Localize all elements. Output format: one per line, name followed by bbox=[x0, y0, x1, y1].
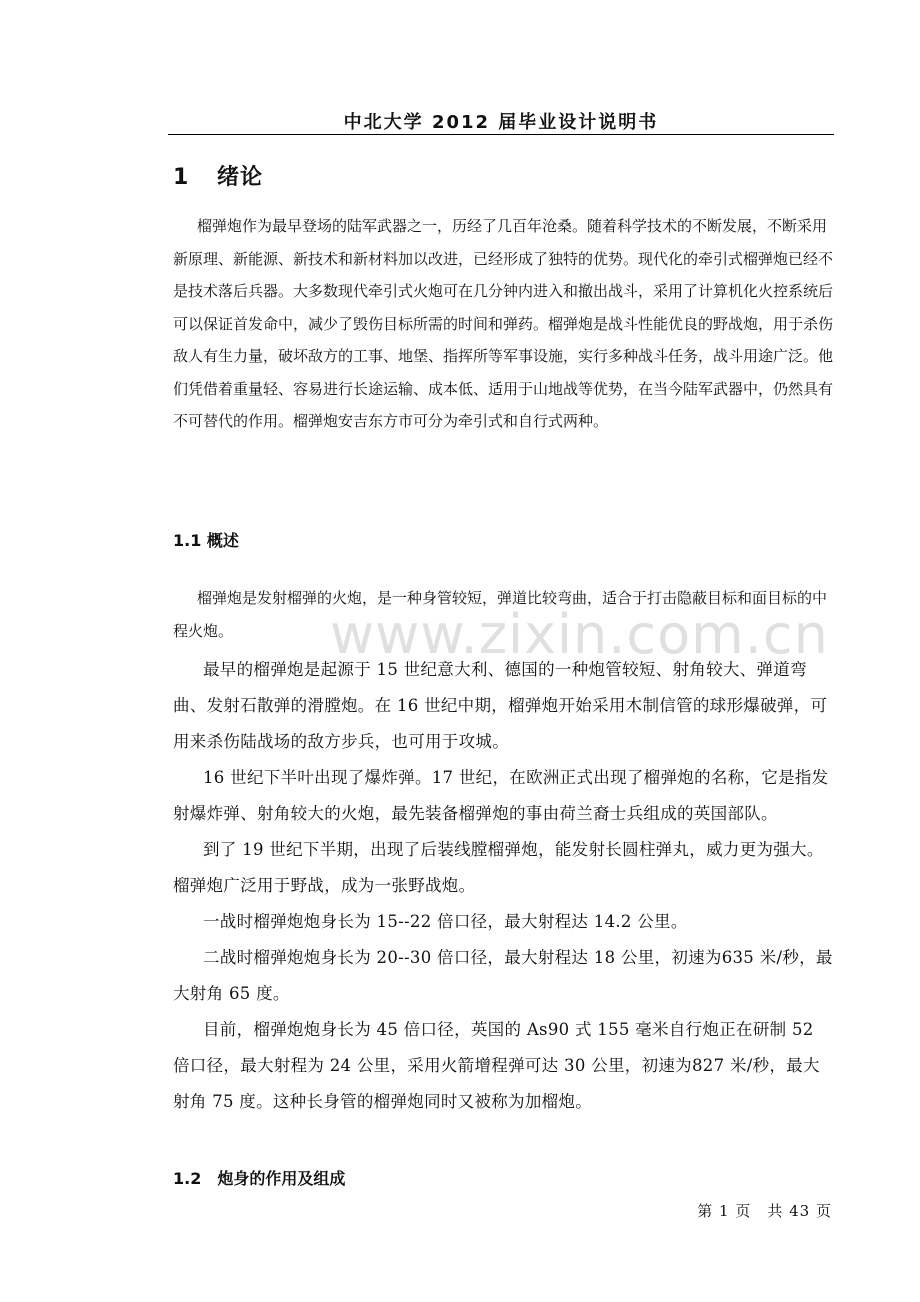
paragraph: 二战时榴弹炮炮身长为 20--30 倍口径，最大射程达 18 公里，初速为635 米/秒，最大射角 65 度。 bbox=[173, 948, 833, 1003]
paragraph: 一战时榴弹炮炮身长为 15--22 倍口径，最大射程达 14.2 公里。 bbox=[203, 912, 688, 931]
section-1-1-body bbox=[173, 652, 835, 1120]
header-rule bbox=[168, 134, 834, 135]
page-header: 中北大学 2012 届毕业设计说明书 bbox=[343, 112, 659, 133]
page-footer: 第 1 页 共 43 页 bbox=[697, 1202, 832, 1220]
intro-paragraph: 榴弹炮作为最早登场的陆军武器之一，历经了几百年沧桑。随着科学技术的不断发展，不断采用新原理、新能源、新技术和新材料加以改进，已经形成了独特的优势。现代化的牵引式榴弹炮已经不是技术落后兵器。大多数现代牵引式火炮可在几分钟内进入和撤出战斗，采用了计算机化火控系统后可以保证首发命中，减少了毁伤目标所需的时间和弹药。榴弹炮是战斗性能优良的野战炮，用于杀伤敌人有生力量，破坏敌方的工事、地堡、指挥所等军事设施，实行多种战斗任务，战斗用途广泛。他们凭借着重量轻、容易进行长途运输、成本低、适用于山地战等优势，在当今陆军武器中，仍然具有不可替代的作用。榴弹炮安吉东方市可分为牵引式和自行式两种。 bbox=[173, 217, 834, 430]
section-1-2-heading: 1.2 炮身的作用及组成 bbox=[173, 1169, 346, 1188]
chapter-heading bbox=[173, 160, 263, 191]
intro-paragraph-block bbox=[173, 210, 835, 438]
watermark: www.zixin.com.cn bbox=[330, 603, 829, 666]
paragraph: 最早的榴弹炮是起源于 15 世纪意大利、德国的一种炮管较短、射角较大、弹道弯曲、发射石散弹的滑膛炮。在 16 世纪中期，榴弹炮开始采用木制信管的球形爆破弹，可用来杀伤陆战场的敌方步兵，也可用于攻城。 bbox=[173, 660, 828, 751]
chapter-number: 1 bbox=[173, 165, 190, 190]
paragraph: 到了 19 世纪下半期，出现了后装线膛榴弹炮，能发射长圆柱弹丸，威力更为强大。榴弹炮广泛用于野战，成为一张野战炮。 bbox=[173, 840, 824, 895]
paragraph: 目前，榴弹炮炮身长为 45 倍口径，英国的 As90 式 155 毫米自行炮正在研制 52 倍口径，最大射程为 24 公里，采用火箭增程弹可达 30 公里，初速为827 米/秒，最大射角 75 度。这种长身管的榴弹炮同时又被称为加榴炮。 bbox=[173, 1020, 820, 1111]
chapter-title: 绪论 bbox=[217, 165, 264, 190]
paragraph: 榴弹炮是发射榴弹的火炮，是一种身管较短，弹道比较弯曲，适合于打击隐蔽目标和面目标的中程火炮。 bbox=[173, 589, 828, 640]
section-1-1-heading: 1.1 概述 bbox=[173, 531, 239, 550]
paragraph: 16 世纪下半叶出现了爆炸弹。17 世纪，在欧洲正式出现了榴弹炮的名称，它是指发射爆炸弹、射角较大的火炮，最先装备榴弹炮的事由荷兰裔士兵组成的英国部队。 bbox=[173, 768, 829, 823]
